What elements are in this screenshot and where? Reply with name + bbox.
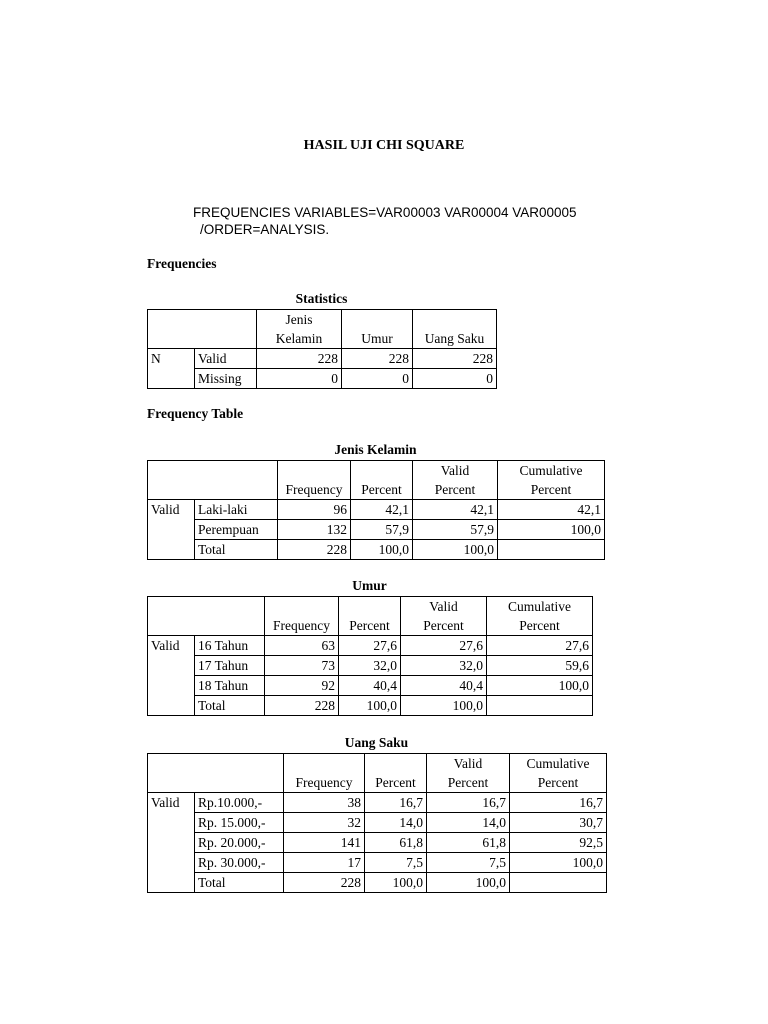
table-row — [148, 540, 605, 560]
table-row — [148, 754, 607, 774]
jenis-kelamin-caption: Jenis Kelamin — [334, 442, 417, 457]
uang-saku-caption: Uang Saku — [344, 735, 409, 750]
cell: 16,7 — [427, 793, 510, 813]
empty-header-cell — [148, 461, 278, 500]
cell — [487, 696, 593, 716]
col-header: Frequency — [284, 773, 365, 793]
cell: 92 — [265, 676, 339, 696]
cell: 228 — [265, 696, 339, 716]
cell: 100,0 — [498, 520, 605, 540]
col-header: Cumulative — [510, 754, 607, 774]
table-row — [148, 853, 607, 873]
col-header: Cumulative — [487, 597, 593, 617]
cell: 7,5 — [427, 853, 510, 873]
table-row — [148, 873, 607, 893]
col-header: Percent — [427, 773, 510, 793]
cell: 100,0 — [339, 696, 401, 716]
cell: 38 — [284, 793, 365, 813]
umur-caption: Umur — [352, 578, 387, 593]
cell: 42,1 — [498, 500, 605, 520]
empty-header-cell — [148, 597, 265, 636]
cell: 73 — [265, 656, 339, 676]
row-label: Rp.10.000,- — [195, 793, 284, 813]
row-label: Rp. 15.000,- — [195, 813, 284, 833]
table-row — [148, 369, 497, 389]
row-label: Missing — [195, 369, 257, 389]
cell: 32,0 — [339, 656, 401, 676]
cell: 100,0 — [413, 540, 498, 560]
col-header: Kelamin — [257, 329, 342, 349]
cell: 14,0 — [365, 813, 427, 833]
cell: 92,5 — [510, 833, 607, 853]
cell: 61,8 — [427, 833, 510, 853]
cell: 16,7 — [510, 793, 607, 813]
cell: 100,0 — [401, 696, 487, 716]
row-label: Perempuan — [195, 520, 278, 540]
col-header: Percent — [401, 616, 487, 636]
command-line-2: /ORDER=ANALYSIS. — [200, 222, 330, 237]
col-header-blank — [339, 597, 401, 617]
row-group-label: Valid — [148, 636, 195, 716]
cell: 100,0 — [510, 853, 607, 873]
cell: 100,0 — [365, 873, 427, 893]
uang-saku-table — [147, 753, 607, 893]
col-header: Valid — [427, 754, 510, 774]
table-row — [148, 676, 593, 696]
row-label: Rp. 20.000,- — [195, 833, 284, 853]
cell: 27,6 — [487, 636, 593, 656]
table-row — [148, 520, 605, 540]
cell: 0 — [342, 369, 413, 389]
row-group-label: Valid — [148, 500, 195, 560]
cell: 42,1 — [413, 500, 498, 520]
col-header-blank — [265, 597, 339, 617]
command-line-1: FREQUENCIES VARIABLES=VAR00003 VAR00004 VAR00005 — [193, 205, 577, 220]
col-header-blank — [413, 310, 497, 330]
table-row — [148, 310, 497, 330]
row-group-label: Valid — [148, 793, 195, 893]
row-label: Laki-laki — [195, 500, 278, 520]
cell: 228 — [284, 873, 365, 893]
row-label: Rp. 30.000,- — [195, 853, 284, 873]
statistics-table — [147, 309, 497, 389]
cell: 17 — [284, 853, 365, 873]
col-header: Valid — [413, 461, 498, 481]
cell: 27,6 — [339, 636, 401, 656]
col-header: Frequency — [265, 616, 339, 636]
frequency-table-heading: Frequency Table — [147, 406, 244, 421]
table-row — [148, 656, 593, 676]
col-header-blank — [351, 461, 413, 481]
cell: 100,0 — [351, 540, 413, 560]
table-row — [148, 349, 497, 369]
col-header: Jenis — [257, 310, 342, 330]
cell: 141 — [284, 833, 365, 853]
col-header: Percent — [487, 616, 593, 636]
col-header: Percent — [498, 480, 605, 500]
row-label: 18 Tahun — [195, 676, 265, 696]
cell: 14,0 — [427, 813, 510, 833]
cell: 40,4 — [401, 676, 487, 696]
col-header: Percent — [351, 480, 413, 500]
row-label: 16 Tahun — [195, 636, 265, 656]
cell: 228 — [413, 349, 497, 369]
col-header-blank — [278, 461, 351, 481]
table-row — [148, 461, 605, 481]
col-header: Uang Saku — [413, 329, 497, 349]
cell: 100,0 — [427, 873, 510, 893]
table-row — [148, 500, 605, 520]
empty-header-cell — [148, 754, 284, 793]
col-header: Percent — [510, 773, 607, 793]
table-row — [148, 793, 607, 813]
cell: 40,4 — [339, 676, 401, 696]
cell: 228 — [278, 540, 351, 560]
row-label: Total — [195, 873, 284, 893]
cell: 0 — [413, 369, 497, 389]
row-label: 17 Tahun — [195, 656, 265, 676]
document-title: HASIL UJI CHI SQUARE — [303, 138, 465, 153]
cell: 30,7 — [510, 813, 607, 833]
cell: 61,8 — [365, 833, 427, 853]
cell: 32 — [284, 813, 365, 833]
col-header: Cumulative — [498, 461, 605, 481]
cell: 57,9 — [351, 520, 413, 540]
jenis-kelamin-table — [147, 460, 605, 560]
table-row — [148, 636, 593, 656]
row-label: Total — [195, 540, 278, 560]
cell: 57,9 — [413, 520, 498, 540]
cell: 27,6 — [401, 636, 487, 656]
empty-header-cell — [148, 310, 257, 349]
cell — [510, 873, 607, 893]
table-row — [148, 597, 593, 617]
cell: 96 — [278, 500, 351, 520]
col-header: Percent — [413, 480, 498, 500]
col-header: Percent — [365, 773, 427, 793]
cell: 7,5 — [365, 853, 427, 873]
row-group-label: N — [148, 349, 195, 389]
cell: 228 — [342, 349, 413, 369]
cell: 0 — [257, 369, 342, 389]
table-row — [148, 696, 593, 716]
col-header: Valid — [401, 597, 487, 617]
col-header: Frequency — [278, 480, 351, 500]
col-header-blank — [284, 754, 365, 774]
table-row — [148, 813, 607, 833]
cell: 32,0 — [401, 656, 487, 676]
row-label: Valid — [195, 349, 257, 369]
col-header-blank — [342, 310, 413, 330]
umur-table — [147, 596, 593, 716]
col-header: Percent — [339, 616, 401, 636]
col-header-blank — [365, 754, 427, 774]
statistics-caption: Statistics — [295, 291, 348, 306]
cell: 16,7 — [365, 793, 427, 813]
cell: 59,6 — [487, 656, 593, 676]
cell: 100,0 — [487, 676, 593, 696]
cell — [498, 540, 605, 560]
cell: 42,1 — [351, 500, 413, 520]
frequencies-heading: Frequencies — [147, 256, 217, 271]
col-header: Umur — [342, 329, 413, 349]
table-row — [148, 833, 607, 853]
row-label: Total — [195, 696, 265, 716]
cell: 63 — [265, 636, 339, 656]
cell: 228 — [257, 349, 342, 369]
cell: 132 — [278, 520, 351, 540]
